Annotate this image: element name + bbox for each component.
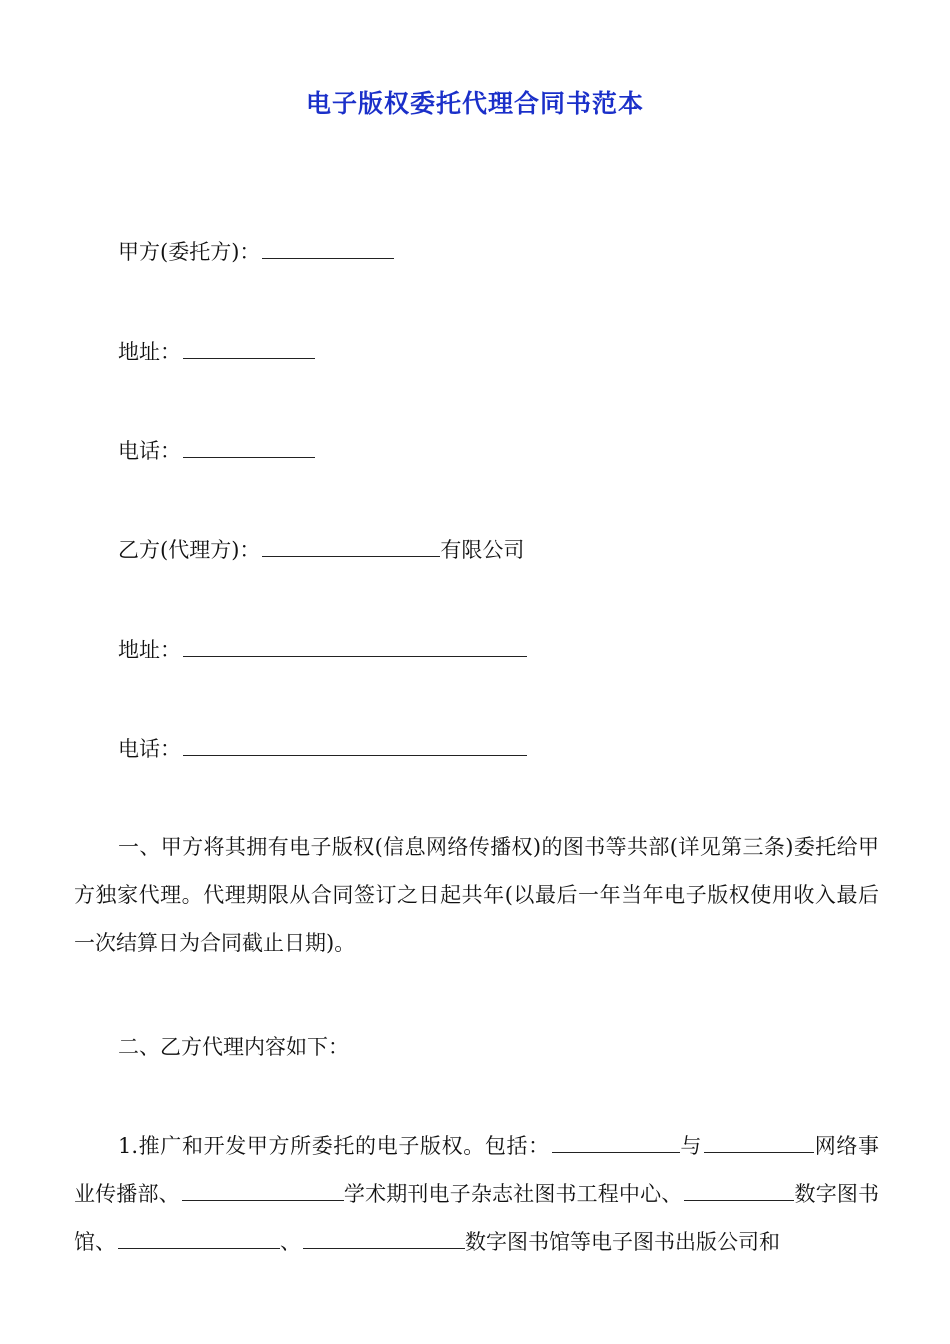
clause-2-item-1-text-7: 数字图书馆等电子图书出版公司和: [465, 1230, 780, 1254]
clause-2-item-1-text-1: 1.推广和开发甲方所委托的电子版权。包括：: [118, 1134, 550, 1158]
blank-6[interactable]: [303, 1228, 465, 1249]
party-b-phone-label: 电话：: [118, 737, 181, 761]
party-a-name-blank[interactable]: [262, 236, 394, 259]
clause-2-item-1-text-5: 数字图书馆、: [74, 1182, 880, 1254]
party-b-name-blank[interactable]: [262, 534, 440, 557]
party-b-address-blank[interactable]: [183, 634, 527, 657]
party-a-phone-label: 电话：: [118, 439, 181, 463]
party-b-address-line: [118, 634, 527, 665]
party-a-label: 甲方(委托方)：: [118, 240, 261, 264]
blank-2[interactable]: [704, 1132, 814, 1153]
clause-2-item-1-text-2: 与: [679, 1134, 703, 1158]
party-b-address-label: 地址：: [118, 638, 181, 662]
blank-1[interactable]: [552, 1132, 680, 1153]
clause-2-item-1-text-6: 、: [280, 1230, 301, 1254]
party-b-line: [118, 534, 524, 565]
blank-3[interactable]: [182, 1180, 344, 1201]
clause-2-item-1-text-4: 学术期刊电子杂志社图书工程中心、: [343, 1182, 683, 1206]
party-b-phone-blank[interactable]: [183, 733, 527, 756]
document-title: 电子版权委托代理合同书范本: [305, 89, 644, 118]
party-a-address-line: [118, 336, 315, 367]
party-a-line: [118, 236, 394, 267]
clause-2-item-1: [74, 1122, 879, 1266]
party-a-address-blank[interactable]: [183, 336, 315, 359]
party-a-phone-blank[interactable]: [183, 435, 315, 458]
blank-5[interactable]: [118, 1228, 280, 1249]
party-a-address-label: 地址：: [118, 340, 181, 364]
blank-4[interactable]: [684, 1180, 794, 1201]
party-b-label: 乙方(代理方)：: [118, 538, 261, 562]
clause-1: 一、甲方将其拥有电子版权(信息网络传播权)的图书等共部(详见第三条)委托给甲方独家代理。代理期限从合同签订之日起共年(以最后一年当年电子版权使用收入最后一次结算日为合同截止日期)。: [74, 835, 879, 955]
clause-2-item-1-text-3: 网络事业传播部、: [74, 1134, 879, 1206]
party-a-phone-line: [118, 435, 315, 466]
clause-2: 二、乙方代理内容如下：: [118, 1035, 349, 1059]
party-b-phone-line: [118, 733, 527, 764]
party-b-suffix: 有限公司: [440, 538, 525, 562]
